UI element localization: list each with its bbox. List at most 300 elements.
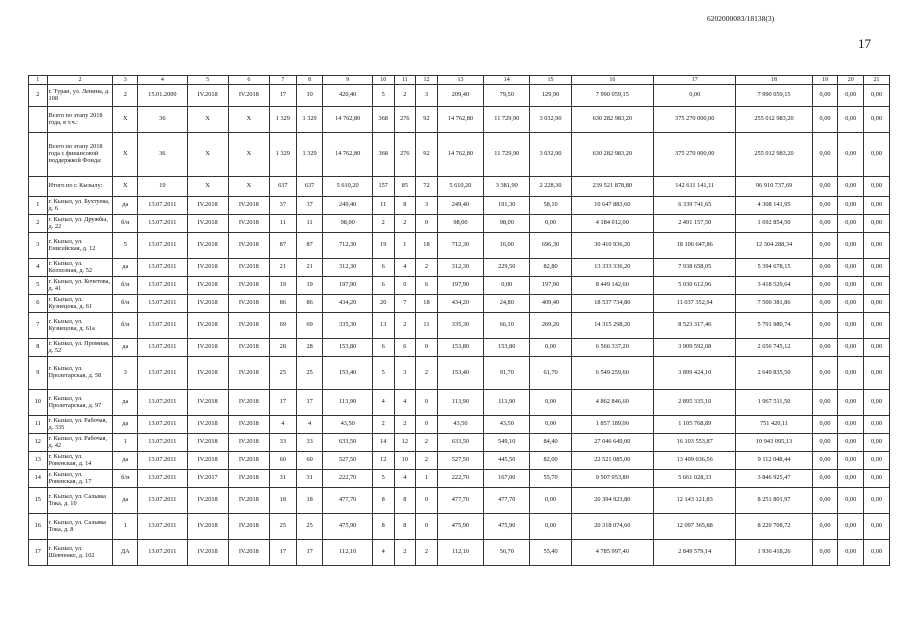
table-cell: 197,90: [530, 277, 571, 295]
table-cell: 8 220 708,72: [736, 514, 812, 540]
table-cell: X: [113, 133, 138, 177]
table-cell: 96 910 737,69: [736, 177, 812, 197]
table-cell: 55,70: [530, 470, 571, 488]
column-number: 5: [187, 76, 228, 85]
table-cell: 0,00: [864, 259, 890, 277]
housing-register-table: [28, 75, 890, 566]
table-cell: 2: [394, 540, 416, 566]
table-cell: 31: [296, 470, 323, 488]
table-cell: 5 030 612,96: [654, 277, 736, 295]
address-cell: г. Туран, ул. Ленина, д. 108: [47, 85, 113, 107]
table-cell: 751 420,11: [736, 416, 812, 434]
table-cell: 0,00: [812, 339, 838, 357]
table-cell: б/н: [113, 470, 138, 488]
table-cell: 18: [416, 233, 438, 259]
table-cell: да: [113, 339, 138, 357]
table-cell: 4: [29, 259, 48, 277]
table-cell: 10: [296, 85, 323, 107]
table-cell: 43,50: [323, 416, 372, 434]
table-cell: 43,50: [437, 416, 483, 434]
table-cell: 113,90: [437, 390, 483, 416]
table-cell: 2: [29, 85, 48, 107]
column-number: 4: [138, 76, 187, 85]
table-cell: 0,00: [864, 357, 890, 390]
table-cell: 92: [416, 107, 438, 133]
table-cell: 4: [269, 416, 296, 434]
table-cell: IV.2018: [228, 434, 269, 452]
table-cell: 16,00: [484, 233, 530, 259]
table-cell: 2: [416, 452, 438, 470]
table-cell: 0,00: [838, 133, 864, 177]
table-cell: 0,00: [864, 277, 890, 295]
table-cell: 2 849 579,14: [654, 540, 736, 566]
table-cell: 0,00: [812, 540, 838, 566]
table-cell: 1: [113, 434, 138, 452]
table-cell: IV.2018: [228, 452, 269, 470]
table-row: [29, 434, 890, 452]
table-cell: 98,00: [323, 215, 372, 233]
table-cell: 335,30: [323, 313, 372, 339]
table-cell: 2: [416, 357, 438, 390]
table-cell: 3 909 592,08: [654, 339, 736, 357]
table-cell: 11: [372, 197, 394, 215]
table-cell: 13.07.2011: [138, 339, 187, 357]
table-cell: 239 521 878,80: [571, 177, 653, 197]
table-cell: 6: [416, 277, 438, 295]
table-cell: 17: [269, 540, 296, 566]
table-cell: 13: [372, 313, 394, 339]
table-cell: IV.2018: [228, 540, 269, 566]
table-cell: 13: [29, 452, 48, 470]
table-cell: 0,00: [812, 215, 838, 233]
table-cell: 12 143 121,83: [654, 488, 736, 514]
table-cell: 3: [113, 357, 138, 390]
table-cell: 113,90: [484, 390, 530, 416]
table-cell: 6 566 337,20: [571, 339, 653, 357]
table-cell: 72: [416, 177, 438, 197]
address-cell: Всего по этапу 2018 года, в т.ч.:: [47, 107, 113, 133]
table-cell: 312,30: [323, 259, 372, 277]
table-cell: 0,00: [812, 434, 838, 452]
table-cell: IV.2018: [187, 85, 228, 107]
table-cell: [29, 133, 48, 177]
table-cell: 8: [394, 488, 416, 514]
table-cell: 8 449 142,60: [571, 277, 653, 295]
table-cell: 1 329: [269, 133, 296, 177]
table-cell: 24,80: [484, 295, 530, 313]
table-cell: 8 523 317,46: [654, 313, 736, 339]
table-cell: 15.01.2009: [138, 85, 187, 107]
table-cell: 0,00: [838, 339, 864, 357]
table-cell: 276: [394, 133, 416, 177]
table-cell: 0,00: [864, 215, 890, 233]
table-cell: 0,00: [838, 295, 864, 313]
column-number: 7: [269, 76, 296, 85]
table-cell: 0,00: [530, 488, 571, 514]
table-cell: 79,50: [484, 85, 530, 107]
table-cell: 0,00: [838, 313, 864, 339]
table-cell: 2: [394, 215, 416, 233]
table-cell: 633,50: [437, 434, 483, 452]
table-cell: 0,00: [864, 295, 890, 313]
table-cell: 17: [296, 540, 323, 566]
table-body: [29, 76, 890, 566]
table-cell: 255 012 983,20: [736, 133, 812, 177]
table-cell: 0,00: [838, 197, 864, 215]
table-cell: 18 537 734,80: [571, 295, 653, 313]
table-cell: 9: [29, 357, 48, 390]
table-cell: 229,50: [484, 259, 530, 277]
table-cell: 4: [372, 540, 394, 566]
table-cell: 1 329: [296, 133, 323, 177]
table-row: [29, 488, 890, 514]
table-cell: 3: [416, 85, 438, 107]
table-cell: 477,70: [323, 488, 372, 514]
table-cell: IV.2018: [228, 313, 269, 339]
table-cell: 14: [29, 470, 48, 488]
table-cell: 0,00: [864, 488, 890, 514]
table-cell: 6: [29, 295, 48, 313]
address-cell: Итого по г. Кызылу:: [47, 177, 113, 197]
table-cell: 0,00: [864, 452, 890, 470]
table-cell: 8: [372, 488, 394, 514]
table-cell: 60: [269, 452, 296, 470]
table-cell: 8: [394, 514, 416, 540]
table-cell: 56,70: [484, 540, 530, 566]
table-cell: 14 762,80: [323, 133, 372, 177]
table-cell: 86: [269, 295, 296, 313]
table-cell: 12: [29, 434, 48, 452]
table-cell: 2: [394, 416, 416, 434]
table-cell: 25: [269, 514, 296, 540]
table-cell: 31: [269, 470, 296, 488]
table-cell: 0,00: [530, 390, 571, 416]
table-cell: 4 785 997,40: [571, 540, 653, 566]
table-cell: 0,00: [812, 233, 838, 259]
table-cell: 37: [296, 197, 323, 215]
table-cell: 17: [269, 390, 296, 416]
table-cell: 0,00: [864, 197, 890, 215]
table-cell: 197,90: [437, 277, 483, 295]
table-cell: 4 308 141,95: [736, 197, 812, 215]
column-number: 6: [228, 76, 269, 85]
table-cell: 1 967 511,50: [736, 390, 812, 416]
table-cell: 13.07.2011: [138, 540, 187, 566]
table-cell: 0,00: [812, 416, 838, 434]
table-cell: 16 103 553,87: [654, 434, 736, 452]
table-cell: 712,30: [323, 233, 372, 259]
table-cell: 2: [394, 313, 416, 339]
table-cell: 13.07.2011: [138, 488, 187, 514]
table-cell: 312,30: [437, 259, 483, 277]
table-cell: 0,00: [812, 313, 838, 339]
table-cell: 3 032,90: [530, 107, 571, 133]
table-cell: 21: [269, 259, 296, 277]
table-cell: 375 270 000,00: [654, 107, 736, 133]
table-cell: 527,50: [323, 452, 372, 470]
table-cell: IV.2018: [187, 313, 228, 339]
table-cell: 13.07.2011: [138, 215, 187, 233]
table-cell: 6 339 741,65: [654, 197, 736, 215]
table-row: [29, 177, 890, 197]
table-row: [29, 277, 890, 295]
table-cell: 0,00: [812, 488, 838, 514]
table-cell: 269,20: [530, 313, 571, 339]
table-cell: да: [113, 452, 138, 470]
table-cell: 0,00: [812, 357, 838, 390]
table-cell: 18: [269, 488, 296, 514]
table-cell: 84,40: [530, 434, 571, 452]
table-cell: 13.07.2011: [138, 357, 187, 390]
table-cell: 0,00: [530, 514, 571, 540]
table-cell: 8 251 801,97: [736, 488, 812, 514]
table-cell: 633,50: [323, 434, 372, 452]
table-cell: 86: [296, 295, 323, 313]
table-cell: да: [113, 197, 138, 215]
table-cell: 0,00: [838, 540, 864, 566]
table-cell: 14 762,80: [437, 133, 483, 177]
table-cell: 112,10: [323, 540, 372, 566]
table-row: [29, 390, 890, 416]
table-cell: 5 610,20: [437, 177, 483, 197]
table-cell: 27 046 649,00: [571, 434, 653, 452]
address-cell: г. Кызыл, ул. Кочетова, д. 41: [47, 277, 113, 295]
table-cell: 2 649 835,50: [736, 357, 812, 390]
table-cell: 8: [29, 339, 48, 357]
table-cell: 7 990 059,15: [736, 85, 812, 107]
address-cell: г. Кызыл, ул. Дружбы, д. 22: [47, 215, 113, 233]
column-number: 20: [838, 76, 864, 85]
table-row: [29, 197, 890, 215]
table-cell: 153,40: [437, 357, 483, 390]
table-cell: 4: [296, 416, 323, 434]
table-cell: IV.2017: [187, 470, 228, 488]
table-cell: 222,70: [323, 470, 372, 488]
table-cell: 142 611 141,11: [654, 177, 736, 197]
table-cell: 0: [416, 339, 438, 357]
table-cell: IV.2018: [187, 357, 228, 390]
table-cell: 0,00: [838, 470, 864, 488]
table-row: [29, 452, 890, 470]
table-cell: 1: [416, 470, 438, 488]
table-cell: IV.2018: [187, 488, 228, 514]
table-cell: 20 394 923,80: [571, 488, 653, 514]
table-cell: ДА: [113, 540, 138, 566]
table-cell: IV.2018: [228, 357, 269, 390]
table-cell: 2: [416, 259, 438, 277]
table-cell: 1 936 418,26: [736, 540, 812, 566]
address-cell: г. Кызыл, ул. Шевченко, д. 102: [47, 540, 113, 566]
table-cell: 153,80: [437, 339, 483, 357]
table-cell: 276: [394, 107, 416, 133]
page-number: 17: [858, 36, 871, 51]
table-cell: 28: [296, 339, 323, 357]
table-cell: 0,00: [812, 277, 838, 295]
table-cell: IV.2018: [228, 85, 269, 107]
table-cell: 25: [296, 514, 323, 540]
table-cell: IV.2018: [228, 390, 269, 416]
table-cell: 13.07.2011: [138, 295, 187, 313]
table-row: [29, 85, 890, 107]
table-cell: 5: [113, 233, 138, 259]
column-number: 2: [47, 76, 113, 85]
table-cell: 17: [296, 390, 323, 416]
table-cell: 13.07.2011: [138, 390, 187, 416]
table-cell: IV.2018: [187, 197, 228, 215]
table-row: [29, 295, 890, 313]
table-cell: б/н: [113, 277, 138, 295]
table-cell: 87: [296, 233, 323, 259]
table-cell: IV.2018: [187, 295, 228, 313]
table-cell: 7 500 381,86: [736, 295, 812, 313]
table-cell: 0,00: [812, 390, 838, 416]
table-cell: 0,00: [812, 452, 838, 470]
table-row: [29, 514, 890, 540]
column-number: 17: [654, 76, 736, 85]
table-cell: 1 692 854,50: [736, 215, 812, 233]
table-cell: IV.2018: [228, 416, 269, 434]
table-cell: 197,90: [323, 277, 372, 295]
table-cell: б/н: [113, 313, 138, 339]
table-cell: 14: [372, 434, 394, 452]
table-cell: 3 381,90: [484, 177, 530, 197]
table-cell: 477,70: [484, 488, 530, 514]
address-cell: г. Кызыл, ул. Пролетарская, д. 58: [47, 357, 113, 390]
table-cell: IV.2018: [228, 470, 269, 488]
table-cell: 4 862 846,60: [571, 390, 653, 416]
table-cell: IV.2018: [187, 233, 228, 259]
table-cell: [29, 177, 48, 197]
table-cell: 477,70: [437, 488, 483, 514]
table-row: [29, 133, 890, 177]
table-cell: 19: [138, 177, 187, 197]
table-cell: 12 097 365,88: [654, 514, 736, 540]
table-cell: 637: [269, 177, 296, 197]
address-cell: г. Кызыл, ул. Промная, д. 52: [47, 339, 113, 357]
table-cell: 3 418 529,64: [736, 277, 812, 295]
table-cell: 475,90: [437, 514, 483, 540]
table-cell: 7 990 059,15: [571, 85, 653, 107]
table-cell: 28: [269, 339, 296, 357]
table-cell: 2 656 745,12: [736, 339, 812, 357]
table-cell: 91,70: [484, 357, 530, 390]
table-cell: IV.2018: [228, 215, 269, 233]
table-cell: 13.07.2011: [138, 197, 187, 215]
table-cell: 20 318 074,60: [571, 514, 653, 540]
table-cell: IV.2018: [228, 488, 269, 514]
table-cell: 249,40: [437, 197, 483, 215]
address-cell: г. Кызыл, ул. Ровенская, д. 14: [47, 452, 113, 470]
table-cell: 4: [394, 259, 416, 277]
table-cell: 3: [416, 197, 438, 215]
table-cell: IV.2018: [228, 277, 269, 295]
table-cell: 0,00: [812, 197, 838, 215]
table-cell: 222,70: [437, 470, 483, 488]
table-cell: 0,00: [864, 540, 890, 566]
table-cell: 11 729,90: [484, 107, 530, 133]
table-cell: X: [187, 107, 228, 133]
table-cell: 19: [269, 277, 296, 295]
table-cell: 1: [394, 233, 416, 259]
table-cell: 0: [416, 416, 438, 434]
table-cell: 36: [138, 133, 187, 177]
table-cell: 630 282 983,20: [571, 107, 653, 133]
column-number: 3: [113, 76, 138, 85]
table-cell: 5 791 980,74: [736, 313, 812, 339]
table-cell: 7 938 658,05: [654, 259, 736, 277]
table-cell: 0,00: [812, 107, 838, 133]
table-cell: 25: [269, 357, 296, 390]
table-cell: 13 333 336,20: [571, 259, 653, 277]
table-cell: 153,40: [323, 357, 372, 390]
table-cell: 82,80: [530, 259, 571, 277]
table-cell: 0,00: [530, 416, 571, 434]
table-row: [29, 339, 890, 357]
table-cell: 153,80: [484, 339, 530, 357]
table-cell: 13.07.2011: [138, 470, 187, 488]
table-row: [29, 233, 890, 259]
table-cell: 0,00: [838, 215, 864, 233]
column-number: 1: [29, 76, 48, 85]
table-cell: 0,00: [812, 259, 838, 277]
table-cell: 0,00: [530, 215, 571, 233]
table-row: [29, 357, 890, 390]
table-cell: 55,40: [530, 540, 571, 566]
column-number: 19: [812, 76, 838, 85]
table-cell: 5: [29, 277, 48, 295]
table-cell: IV.2018: [187, 390, 228, 416]
address-cell: г. Кызыл, ул. Кузнецова, д. 61а: [47, 313, 113, 339]
table-cell: 11: [296, 215, 323, 233]
table-cell: 129,90: [530, 85, 571, 107]
column-number-row: [29, 76, 890, 85]
table-cell: 82,00: [530, 452, 571, 470]
address-cell: г. Кызыл, ул. Рабочая, д. 42: [47, 434, 113, 452]
table-cell: 0,00: [864, 107, 890, 133]
table-cell: 445,50: [484, 452, 530, 470]
table-cell: 12: [394, 434, 416, 452]
table-cell: IV.2018: [228, 339, 269, 357]
table-cell: 13.07.2011: [138, 434, 187, 452]
table-cell: 0,00: [812, 177, 838, 197]
table-cell: 191,30: [484, 197, 530, 215]
table-cell: 0,00: [838, 390, 864, 416]
table-cell: 10 943 095,13: [736, 434, 812, 452]
table-cell: 6: [394, 339, 416, 357]
address-cell: Всего по этапу 2018 года с финансовой поддержкой Фонда:: [47, 133, 113, 177]
table-cell: 18 106 647,86: [654, 233, 736, 259]
table-cell: 1: [29, 197, 48, 215]
table-cell: 696,30: [530, 233, 571, 259]
table-cell: 0,00: [838, 357, 864, 390]
address-cell: г. Кызыл, ул. Рабочая, д. 335: [47, 416, 113, 434]
table-cell: 5 610,20: [323, 177, 372, 197]
table-cell: 20: [372, 295, 394, 313]
table-cell: 0,00: [838, 233, 864, 259]
table-cell: 113,90: [323, 390, 372, 416]
table-cell: 4: [372, 390, 394, 416]
table-row: [29, 107, 890, 133]
table-cell: 0,00: [812, 470, 838, 488]
table-cell: X: [113, 177, 138, 197]
table-cell: 13 409 036,56: [654, 452, 736, 470]
table-row: [29, 259, 890, 277]
address-cell: г. Кызыл, ул. Сальвка Тока, д. 8: [47, 514, 113, 540]
table-cell: IV.2018: [228, 197, 269, 215]
table-cell: X: [228, 107, 269, 133]
table-cell: 434,20: [437, 295, 483, 313]
table-cell: 0: [416, 488, 438, 514]
